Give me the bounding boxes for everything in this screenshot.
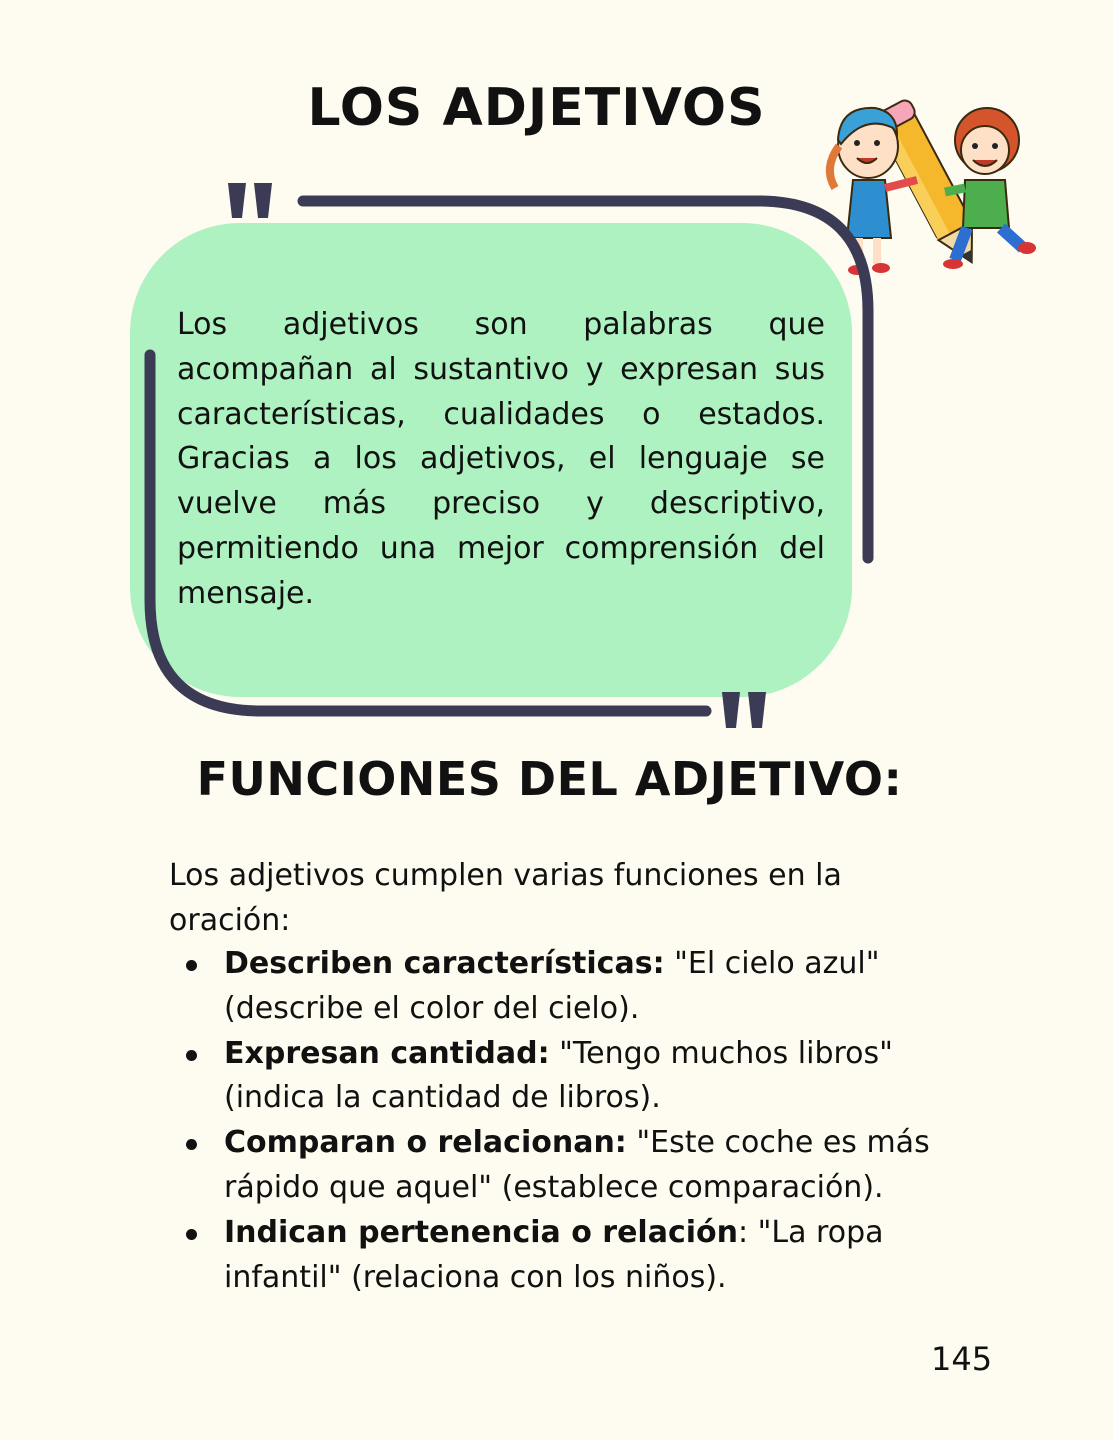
list-item (224, 1032, 944, 1122)
list-item (224, 1121, 944, 1211)
page-title: LOS ADJETIVOS (307, 78, 766, 138)
bullet-icon (186, 1229, 197, 1240)
function-text: : "La ropa infantil" (relaciona con los niños). (224, 1214, 884, 1295)
list-item (224, 1211, 944, 1301)
quote-close-icon (722, 692, 766, 728)
bullet-icon (186, 960, 197, 971)
function-term: Expresan cantidad: (224, 1035, 550, 1071)
bullet-icon (186, 1050, 197, 1061)
function-term: Comparan o relacionan: (224, 1125, 627, 1161)
function-term: Indican pertenencia o relación (224, 1214, 738, 1250)
page-number: 145 (931, 1340, 993, 1378)
section-title: FUNCIONES DEL ADJETIVO: (196, 752, 903, 806)
function-term: Describen características: (224, 946, 665, 981)
intro-paragraph: Los adjetivos son palabras que acompañan al sustantivo y expresan sus características, cualidades o estados. Gracias a los adjetivos, el lenguaje se vuelve más preciso y descriptivo, permitiendo una mejor comprensión del mensaje. (177, 307, 825, 611)
list-item (224, 942, 944, 1032)
function-text: "El cielo azul" (describe el color del cielo). (224, 946, 880, 1026)
lead-paragraph: Los adjetivos cumplen varias funciones en la oración: (169, 858, 842, 938)
functions-list (224, 942, 944, 1300)
function-text: "Tengo muchos libros" (indica la cantidad de libros). (224, 1035, 893, 1116)
quote-open-icon (228, 183, 272, 218)
function-text: "Este coche es más rápido que aquel" (establece comparación). (224, 1125, 930, 1205)
